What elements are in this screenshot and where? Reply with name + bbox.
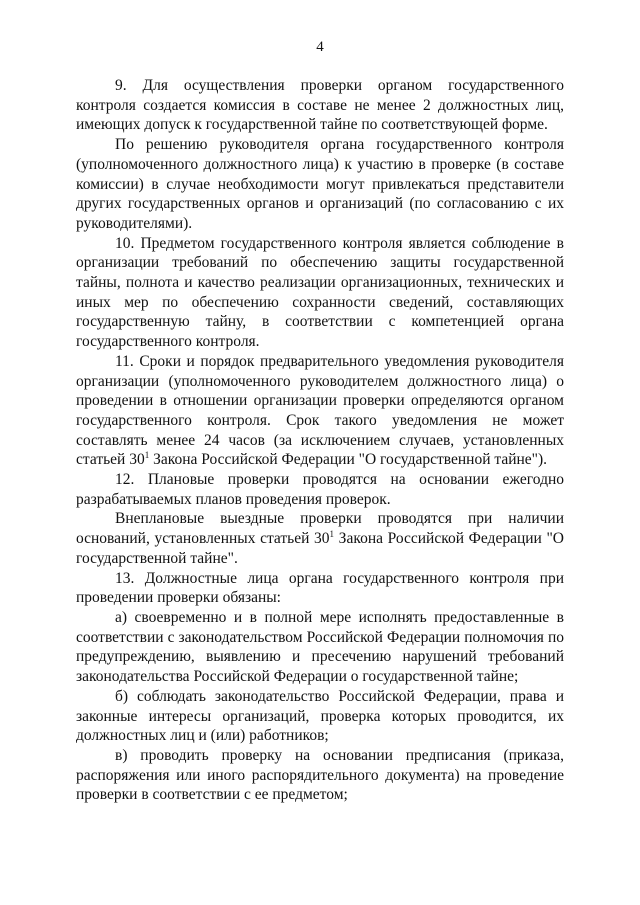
paragraph-11: 11. Сроки и порядок предварительного уведомления руководителя организации (уполномоченного руководителем должностного лица) о проведении в отношении организации проверки определяются органом государственного контроля. Срок такого уведомления не может составлять менее 24 часов (за исключением случаев, установленных статьей $30^1$ Закона Российской Федерации "О государственной тайне"). [76,352,564,469]
document-body [76,76,564,805]
paragraph-10: 10. Предметом государственного контроля является соблюдение в организации требований по обеспечению защиты государственной тайны, полнота и качество реализации организационных, технических и иных мер по обеспечению сохранности сведений, составляющих государственную тайну, в соответствии с компетенцией органа государственного контроля. [76,234,564,351]
subparagraph-a: а) своевременно и в полной мере исполнять предоставленные в соответствии с законодательством Российской Федерации полномочия по предупреждению, выявлению и пресечению нарушений требований законодательства Российской Федерации о государственной тайне; [76,608,564,686]
subparagraph-b: б) соблюдать законодательство Российской Федерации, права и законные интересы организаций, проверка которых проводится, их должностных лиц и (или) работников; [76,687,564,745]
paragraph-12-unscheduled: Внеплановые выездные проверки проводятся при наличии оснований, установленных статьей $30^1$ Закона Российской Федерации "О государственной тайне". [76,510,564,567]
paragraph-13: 13. Должностные лица органа государственного контроля при проведении проверки обязаны: [76,569,564,607]
paragraph-12: 12. Плановые проверки проводятся на основании ежегодно разрабатываемых планов проведения проверок. [76,471,564,508]
subparagraph-v: в) проводить проверку на основании предписания (приказа, распоряжения или иного распорядительного документа) на проведение проверки в соответствии с ее предметом; [76,746,564,804]
footnote-superscript: 1 [329,529,335,540]
footnote-superscript: 1 [144,450,150,461]
paragraph-9: 9. Для осуществления проверки органом государственного контроля создается комиссия в составе не менее 2 должностных лиц, имеющих допуск к государственной тайне по соответствующей форме. [76,77,564,134]
page-number: 4 [316,39,324,55]
paragraph-9-commission-participants: По решению руководителя органа государственного контроля (уполномоченного должностного лица) к участию в проверке (в составе комиссии) в случае необходимости могут привлекаться представители других государственных органов и организаций (по согласованию с их руководителями). [76,136,564,232]
